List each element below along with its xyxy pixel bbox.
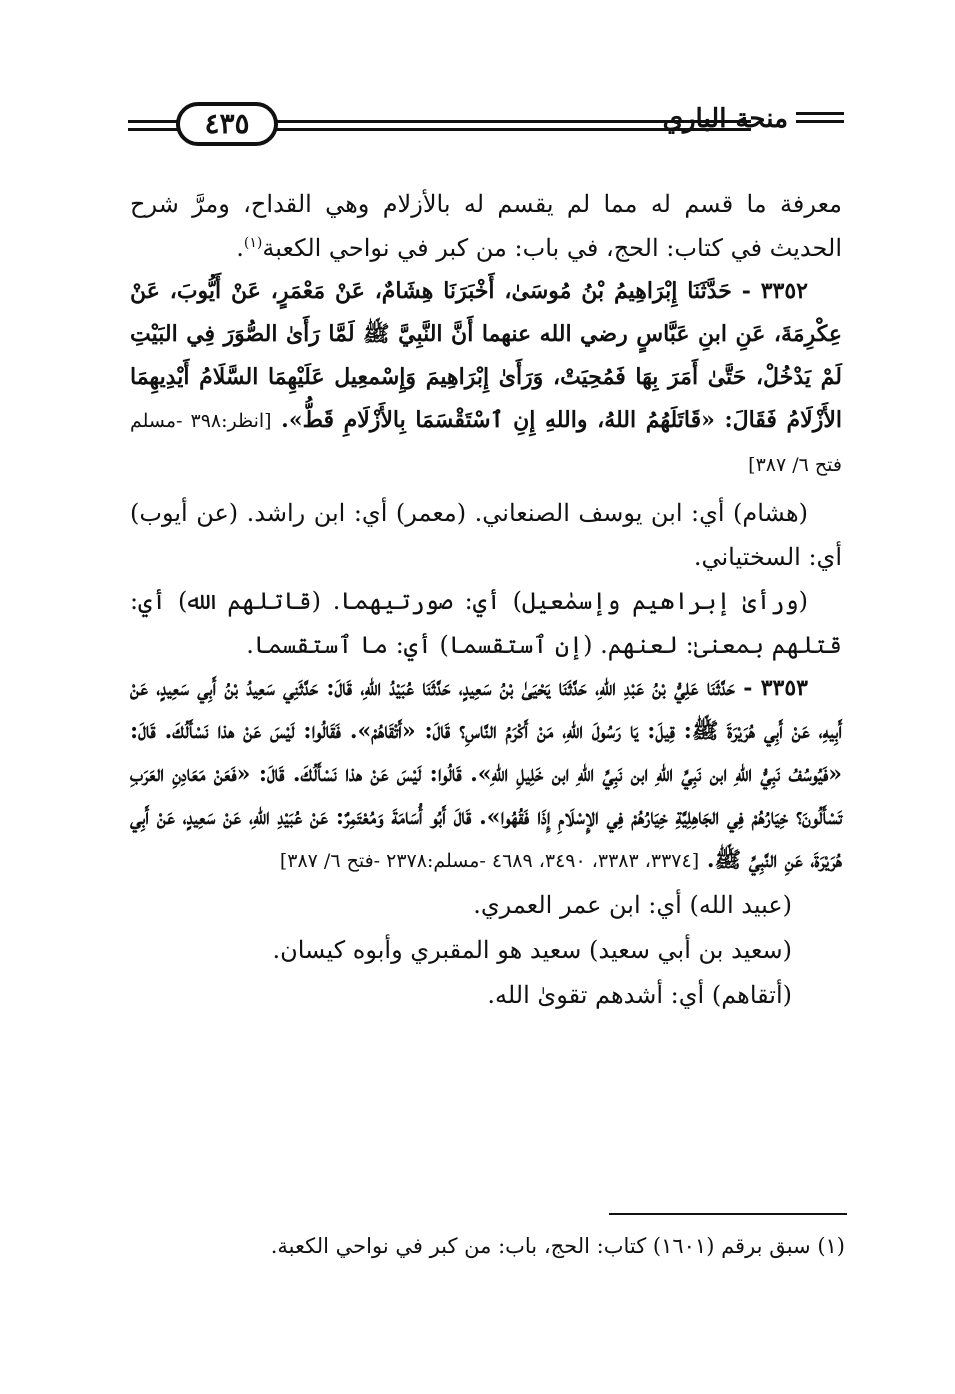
hadith-text: ٣٣٥٣ - حَدَّثَنَا عَلِيُّ بْنُ عَبْدِ اللهِ، حَدَّثَنَا يَحْيَىٰ بْنُ سَعِيدٍ، حَدَّثَنَا عُبَيْدُ اللهِ، قَالَ: حَدَّثَنِي سَعِيدُ بْنُ أَبِي سَعِيدٍ، عَنْ أَبِيهِ، عَنْ أَبِي هُرَيْرَةَ ﷺ: قِيلَ: يَا رَسُولَ اللهِ، مَنْ أَكْرَمُ النَّاسِ؟ قَالَ: «أَتْقَاهُمْ». فَقَالُوا: لَيْسَ عَنْ هذا نَسْأَلُكَ. قَالَ: «فَيُوسُفُ نَبِيُّ اللهِ ابن نَبِيِّ اللهِ ابن نَبِيِّ اللهِ ابن خَلِيلِ اللهِ». قَالُوا: لَيْسَ عَنْ هذا نَسْأَلُكَ. قَالَ: «فَعَنْ مَعَادِنِ العَرَبِ تَسْأَلُونَ؟ خِيَارُهُمْ فِي الجَاهِلِيَّةِ خِيَارُهُمْ فِي الإِسْلَامِ إِذَا فَقُهُوا». قَالَ أَبُو أُسَامَةَ وَمُعْتَمِرٌ: عَنْ عُبَيْدِ اللهِ، عَنْ سَعِيدٍ، عَنْ أَبِي هُرَيْرَةَ، عَنِ النَّبِيِّ ﷺ. (130, 675, 842, 873)
hadith-reference: [٣٣٧٤، ٣٣٨٣، ٣٤٩٠، ٤٦٨٩ -مسلم:٢٣٧٨ -فتح ٦/ ٣٨٧] (279, 850, 700, 872)
commentary-line: (أتقاهم) أي: أشدهم تقوىٰ الله. (487, 981, 792, 1009)
hadith-3352 (130, 270, 842, 487)
commentary-line: (عبيد الله) أي: ابن عمر العمري. (473, 891, 792, 919)
commentary-line: (سعيد بن أبي سعيد) سعيد هو المقبري وأبوه كيسان. (272, 936, 792, 964)
footnote-divider (609, 1213, 847, 1215)
commentary-text-end: . (236, 234, 244, 262)
footnote: (١) سبق برقم (١٦٠١) كتاب: الحج، باب: من كبر في نواحي الكعبة. (270, 1234, 845, 1258)
hadith-reference: [انظر:٣٩٨ -مسلم فتح ٦/ ٣٨٧] (130, 410, 842, 476)
hadith-text: ٣٣٥٢ - حَدَّثَنَا إِبْرَاهِيمُ بْنُ مُوسَىٰ، أَخْبَرَنَا هِشَامٌ، عَنْ مَعْمَرٍ، عَنْ أَيُّوبَ، عَنْ عِكْرِمَةَ، عَنِ ابنِ عَبَّاسٍ رضي الله عنهما أَنَّ النَّبِيَّ ﷺ لَمَّا رَأَىٰ الصُّوَرَ فِي البَيْتِ لَمْ يَدْخُلْ، حَتَّىٰ أَمَرَ بِهَا فَمُحِيَتْ، وَرَأَىٰ إِبْرَاهِيمَ وَإِسْمعِيل عَلَيْهِمَا السَّلَامُ أَيْدِيهِمَا الأَزْلَامُ فَقَالَ: «قَاتَلَهُمُ اللهُ، واللهِ إِنِ ٱسْتَقْسَمَا بِالأَزْلَامِ قَطُّ». (130, 278, 842, 433)
commentary-paragraph (130, 182, 842, 270)
commentary-notes (130, 883, 842, 1018)
commentary-paragraph: (ورأىٰ إبراهيم وإسمٰعيل) أي: صورتيهما. (قاتلهم الله) أي: قتلهم بمعنىٰ: لعنهم. (إن ٱستقسما) أي: ما ٱستقسما. (130, 587, 842, 659)
book-title: منحة الباري (662, 104, 788, 134)
header-rule-right (796, 112, 844, 123)
footnote-marker: (١) (243, 235, 263, 251)
page-header (128, 100, 844, 150)
header-rule-left (128, 120, 180, 131)
hadith-3353 (130, 667, 842, 883)
commentary-paragraph: (هشام) أي: ابن يوسف الصنعاني. (معمر) أي: ابن راشد. (عن أيوب) أي: السختياني. (130, 499, 842, 571)
page-number: ٤٣٥ (176, 102, 278, 146)
page-body (130, 182, 842, 1018)
commentary-text: معرفة ما قسم له مما لم يقسم له بالأزلام وهي القداح، ومرَّ شرح الحديث في كتاب: الحج، في باب: من كبر في نواحي الكعبة (130, 190, 842, 262)
